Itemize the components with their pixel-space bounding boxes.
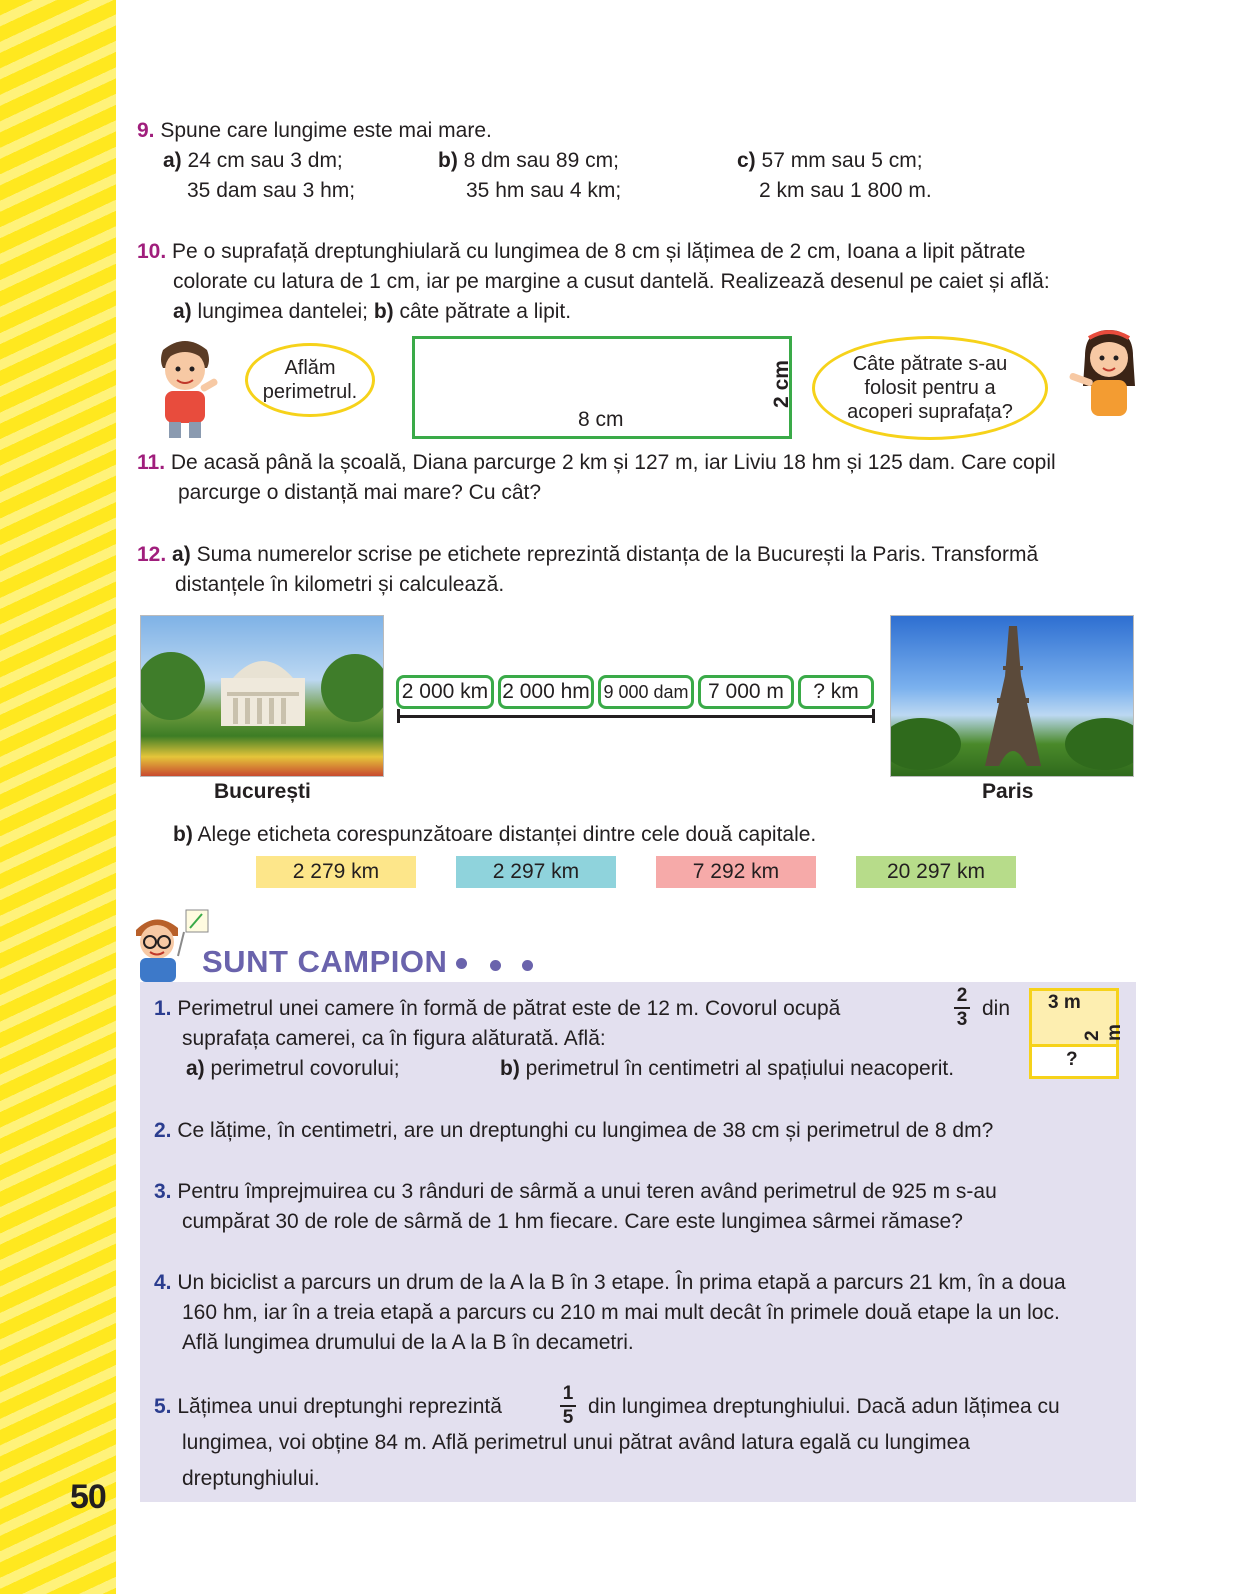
speech-bubble-left: Aflăm perimetrul. (245, 343, 375, 417)
distance-label-2: 2 000 hm (498, 675, 594, 709)
room-figure (1029, 988, 1125, 1079)
champion-q1-line1: 1. Perimetrul unei camere în formă de pătrat este de 12 m. Covorul ocupă (154, 997, 841, 1020)
room-side-label: 2 m (1082, 1024, 1125, 1041)
problem-12-line1: 12. a) Suma numerelor scrise pe etichete reprezintă distanța de la București la Paris. Transformă (137, 543, 1039, 566)
champion-q1-line2: suprafața camerei, ca în figura alăturată. Află: (182, 1027, 606, 1050)
champion-q4-line1: 4. Un biciclist a parcurs un drum de la A la B în 3 etape. În prima etapă a parcurs 21 km, în a doua (154, 1271, 1066, 1294)
champion-q5-line3: dreptunghiului. (182, 1467, 320, 1490)
problem-10-line1: 10. Pe o suprafață dreptunghiulară cu lungimea de 8 cm și lățimea de 2 cm, Ioana a lipit pătrate (137, 240, 1026, 263)
caption-paris: Paris (982, 780, 1034, 803)
distance-label-3: 9 000 dam (598, 675, 694, 709)
rectangle-length-label: 8 cm (578, 408, 624, 431)
champion-q5-line2: lungimea, voi obține 84 m. Află perimetrul unui pătrat având latura egală cu lungimea (182, 1431, 970, 1454)
champion-q1-b: b) perimetrul în centimetri al spațiului neacoperit. (500, 1057, 955, 1080)
problem-9-c1: c) 57 mm sau 5 cm; (737, 149, 923, 172)
problem-9-c2: 2 km sau 1 800 m. (759, 179, 932, 202)
problem-11-line1: 11. De acasă până la școală, Diana parcurge 2 km și 127 m, iar Liviu 18 hm și 125 dam. Care copil (137, 451, 1056, 474)
room-unknown-label: ? (1066, 1049, 1078, 1070)
champion-q1-a: a) perimetrul covorului; (186, 1057, 400, 1080)
distance-label-4: 7 000 m (698, 675, 794, 709)
champion-q2: 2. Ce lățime, în centimetri, are un dreptunghi cu lungimea de 38 cm și perimetrul de 8 dm? (154, 1119, 994, 1142)
answer-option-3[interactable]: 7 292 km (656, 856, 816, 888)
champion-q5-line1: 5. Lățimea unui dreptunghi reprezintă (154, 1395, 502, 1418)
rectangle-width-label: 2 cm (769, 360, 793, 408)
champion-q4-line2: 160 hm, iar în a treia etapă a parcurs cu 210 m mai mult decât în primele două etape la un loc. (182, 1301, 1060, 1324)
problem-12-b: b) Alege eticheta corespunzătoare distanței dintre cele două capitale. (173, 823, 817, 846)
decorative-stripe (0, 0, 116, 1594)
problem-9-a1: a) 24 cm sau 3 dm; (163, 149, 343, 172)
problem-9-a2: 35 dam sau 3 hm; (187, 179, 356, 202)
boy-illustration (145, 336, 225, 444)
problem-9-b2: 35 hm sau 4 km; (466, 179, 622, 202)
problem-9-statement: 9. Spune care lungime este mai mare. (137, 119, 492, 142)
champion-title: SUNT CAMPION (202, 944, 448, 979)
champion-q1-din: din (982, 997, 1011, 1020)
room-top-label: 3 m (1048, 992, 1081, 1013)
title-dot (522, 960, 533, 971)
problem-9-b1: b) 8 dm sau 89 cm; (438, 149, 619, 172)
champion-q5-line1-cont: din lungimea dreptunghiului. Dacă adun lățimea cu (588, 1395, 1060, 1418)
distance-label-unknown: ? km (798, 675, 874, 709)
caption-bucharest: București (214, 780, 311, 803)
answer-option-2[interactable]: 2 297 km (456, 856, 616, 888)
distance-line-start (397, 709, 400, 723)
champion-q3-line1: 3. Pentru împrejmuirea cu 3 rânduri de sârmă a unui teren având perimetrul de 925 m s-au (154, 1180, 997, 1203)
title-dot (490, 960, 501, 971)
paris-photo (890, 615, 1134, 777)
champion-q4-line3: Află lungimea drumului de la A la B în decametri. (182, 1331, 634, 1354)
speech-bubble-right: Câte pătrate s-au folosit pentru a acoperi suprafața? (812, 336, 1048, 440)
fraction-two-thirds: 2 3 (954, 986, 970, 1030)
answer-option-1[interactable]: 2 279 km (256, 856, 416, 888)
problem-12-line2: distanțele în kilometri și calculează. (175, 573, 505, 596)
problem-10-line2: colorate cu latura de 1 cm, iar pe margine a cusut dantelă. Realizează desenul pe caiet și află: (173, 270, 1050, 293)
bucharest-photo (140, 615, 384, 777)
distance-line-end (872, 709, 875, 723)
distance-label-1: 2 000 km (396, 675, 494, 709)
girl-illustration (1063, 326, 1149, 426)
page-number: 50 (70, 1478, 106, 1516)
champion-mascot-illustration (124, 906, 214, 984)
champion-q3-line2: cumpărat 30 de role de sârmă de 1 hm fiecare. Care este lungimea sârmei rămase? (182, 1210, 963, 1233)
answer-option-4[interactable]: 20 297 km (856, 856, 1016, 888)
distance-line (397, 715, 875, 718)
title-dot (456, 958, 467, 969)
problem-10-questions: a) lungimea dantelei; b) câte pătrate a lipit. (173, 300, 572, 323)
fraction-one-fifth: 1 5 (560, 1384, 576, 1428)
problem-11-line2: parcurge o distanță mai mare? Cu cât? (178, 481, 542, 504)
